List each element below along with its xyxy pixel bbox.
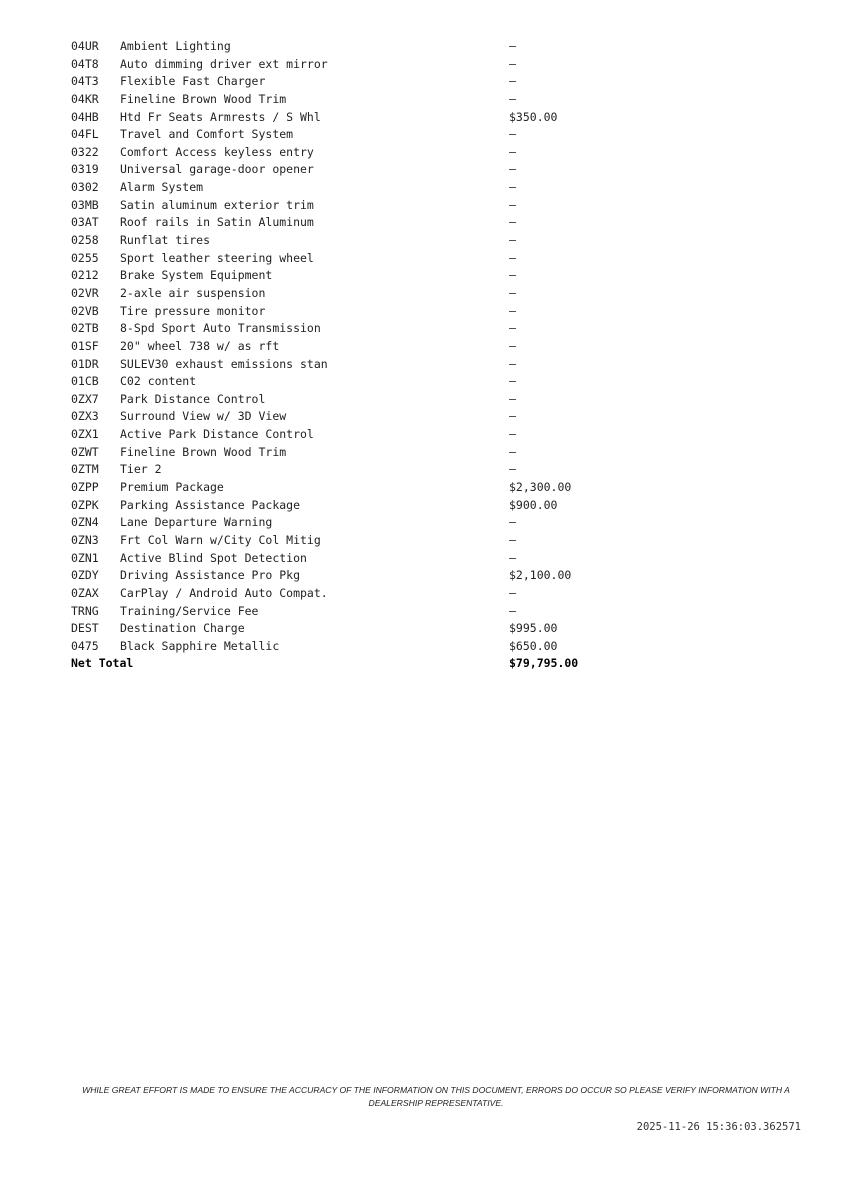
option-code: 04UR	[71, 39, 99, 53]
option-row	[71, 338, 631, 356]
net-total-value: $79,795.00	[509, 656, 579, 671]
print-timestamp: 2025-11-26 15:36:03.362571	[636, 1121, 801, 1133]
option-row	[71, 250, 631, 268]
option-code: 0ZWT	[71, 444, 99, 459]
option-price: —	[509, 39, 516, 53]
option-code: 0ZN4	[71, 515, 99, 530]
option-code: 0475	[71, 638, 99, 653]
option-description: 2-axle air suspension	[120, 285, 266, 300]
option-code: 0319	[71, 162, 99, 177]
option-description: Roof rails in Satin Aluminum	[120, 215, 314, 230]
option-price: —	[509, 338, 516, 353]
option-row	[71, 373, 631, 391]
option-price: —	[509, 74, 516, 89]
option-row	[71, 144, 631, 162]
option-description: Driving Assistance Pro Pkg	[120, 568, 301, 583]
option-price: $900.00	[509, 497, 558, 512]
option-code: TRNG	[71, 603, 99, 618]
option-description: Parking Assistance Package	[120, 497, 301, 512]
option-price: —	[509, 180, 516, 195]
option-price: —	[509, 374, 516, 389]
option-row	[71, 267, 631, 285]
option-price: —	[509, 391, 516, 406]
option-code: 04FL	[71, 127, 99, 142]
option-description: Tire pressure monitor	[120, 303, 266, 318]
option-description: Brake System Equipment	[120, 268, 273, 283]
option-code: 04T3	[71, 74, 99, 89]
option-row	[71, 408, 631, 426]
option-price: —	[509, 585, 516, 600]
option-row	[71, 320, 631, 338]
option-description: Surround View w/ 3D View	[120, 409, 287, 424]
disclaimer-text: WHILE GREAT EFFORT IS MADE TO ENSURE THE ACCURACY OF THE INFORMATION ON THIS DOCUMENT, ERRORS DO OCCUR SO PLEASE VERIFY INFORMATION WITH A DEALERSHIP REPRESENTATIVE.	[82, 1085, 790, 1108]
option-price: —	[509, 268, 516, 283]
option-description: Satin aluminum exterior trim	[120, 197, 314, 212]
option-row	[71, 73, 631, 91]
option-price: —	[509, 532, 516, 547]
option-description: Comfort Access keyless entry	[120, 144, 314, 159]
option-row	[71, 38, 631, 56]
option-row	[71, 179, 631, 197]
option-description: Tier 2	[120, 462, 162, 477]
option-price: —	[509, 427, 516, 442]
option-price: —	[509, 250, 516, 265]
option-code: 0ZPP	[71, 480, 99, 495]
option-row	[71, 567, 631, 585]
option-code: 04HB	[71, 109, 99, 124]
option-price: —	[509, 356, 516, 371]
option-row	[71, 391, 631, 409]
option-row	[71, 91, 631, 109]
option-price: —	[509, 197, 516, 212]
option-price: —	[509, 285, 516, 300]
option-code: 03AT	[71, 215, 99, 230]
option-price: —	[509, 144, 516, 159]
option-row	[71, 603, 631, 621]
option-price: —	[509, 233, 516, 248]
option-price: —	[509, 127, 516, 142]
option-description: Active Park Distance Control	[120, 427, 314, 442]
option-description: CarPlay / Android Auto Compat.	[120, 585, 328, 600]
option-description: 8-Spd Sport Auto Transmission	[120, 321, 321, 336]
option-row	[71, 620, 631, 638]
option-code: 01SF	[71, 338, 99, 353]
option-price: —	[509, 56, 516, 71]
option-row	[71, 303, 631, 321]
option-description: Training/Service Fee	[120, 603, 259, 618]
option-description: 20" wheel 738 w/ as rft	[120, 338, 280, 353]
option-code: 04T8	[71, 56, 99, 71]
option-row	[71, 444, 631, 462]
option-code: 02VR	[71, 285, 99, 300]
option-description: Park Distance Control	[120, 391, 266, 406]
option-row	[71, 197, 631, 215]
option-price: —	[509, 462, 516, 477]
option-code: 0ZAX	[71, 585, 99, 600]
option-description: Alarm System	[120, 180, 204, 195]
option-code: 0258	[71, 233, 99, 248]
option-price: —	[509, 444, 516, 459]
option-code: 0302	[71, 180, 99, 195]
option-row	[71, 426, 631, 444]
option-price: —	[509, 515, 516, 530]
option-description: Flexible Fast Charger	[120, 74, 266, 89]
option-price: —	[509, 91, 516, 106]
option-row	[71, 126, 631, 144]
option-price: —	[509, 303, 516, 318]
option-description: Lane Departure Warning	[120, 515, 273, 530]
option-code: 01CB	[71, 374, 99, 389]
option-row	[71, 214, 631, 232]
option-code: 04KR	[71, 91, 99, 106]
option-code: 02VB	[71, 303, 99, 318]
option-row	[71, 497, 631, 515]
option-price: $2,100.00	[509, 568, 572, 583]
option-code: 0ZX7	[71, 391, 99, 406]
option-price: —	[509, 603, 516, 618]
option-code: 0ZN1	[71, 550, 99, 565]
option-row	[71, 285, 631, 303]
option-code: 0ZN3	[71, 532, 99, 547]
option-price: —	[509, 550, 516, 565]
option-row	[71, 232, 631, 250]
option-description: SULEV30 exhaust emissions stan	[120, 356, 328, 371]
option-code: DEST	[71, 621, 99, 636]
option-description: Runflat tires	[120, 233, 211, 248]
option-description: Fineline Brown Wood Trim	[120, 91, 287, 106]
option-description: Destination Charge	[120, 621, 245, 636]
option-code: 0255	[71, 250, 99, 265]
option-description: Active Blind Spot Detection	[120, 550, 307, 565]
option-price: $995.00	[509, 621, 558, 636]
option-price: $350.00	[509, 109, 558, 124]
option-row	[71, 532, 631, 550]
net-total-label: Net Total	[71, 656, 134, 671]
option-description: Universal garage-door opener	[120, 162, 314, 177]
option-price: —	[509, 162, 516, 177]
options-list	[71, 38, 631, 673]
option-description: Htd Fr Seats Armrests / S Whl	[120, 109, 321, 124]
option-description: Frt Col Warn w/City Col Mitig	[120, 532, 321, 547]
option-row	[71, 356, 631, 374]
option-code: 03MB	[71, 197, 99, 212]
option-description: Ambient Lighting	[120, 39, 231, 53]
option-row	[71, 109, 631, 127]
option-code: 0ZDY	[71, 568, 99, 583]
option-code: 02TB	[71, 321, 99, 336]
option-row	[71, 585, 631, 603]
option-code: 01DR	[71, 356, 99, 371]
option-code: 0ZX1	[71, 427, 99, 442]
option-code: 0322	[71, 144, 99, 159]
option-code: 0ZTM	[71, 462, 99, 477]
option-code: 0ZPK	[71, 497, 99, 512]
option-description: Premium Package	[120, 480, 224, 495]
option-row	[71, 161, 631, 179]
option-code: 0212	[71, 268, 99, 283]
option-row	[71, 479, 631, 497]
option-description: Travel and Comfort System	[120, 127, 294, 142]
option-row	[71, 56, 631, 74]
option-row	[71, 461, 631, 479]
option-price: —	[509, 409, 516, 424]
option-code: 0ZX3	[71, 409, 99, 424]
option-price: —	[509, 321, 516, 336]
option-price: $2,300.00	[509, 480, 572, 495]
option-description: Auto dimming driver ext mirror	[120, 56, 328, 71]
option-price: $650.00	[509, 638, 558, 653]
option-description: Black Sapphire Metallic	[120, 638, 280, 653]
option-description: Sport leather steering wheel	[120, 250, 314, 265]
option-price: —	[509, 215, 516, 230]
option-description: C02 content	[120, 374, 197, 389]
option-row	[71, 514, 631, 532]
net-total-row	[71, 655, 631, 673]
option-row	[71, 550, 631, 568]
option-row	[71, 638, 631, 656]
option-description: Fineline Brown Wood Trim	[120, 444, 287, 459]
